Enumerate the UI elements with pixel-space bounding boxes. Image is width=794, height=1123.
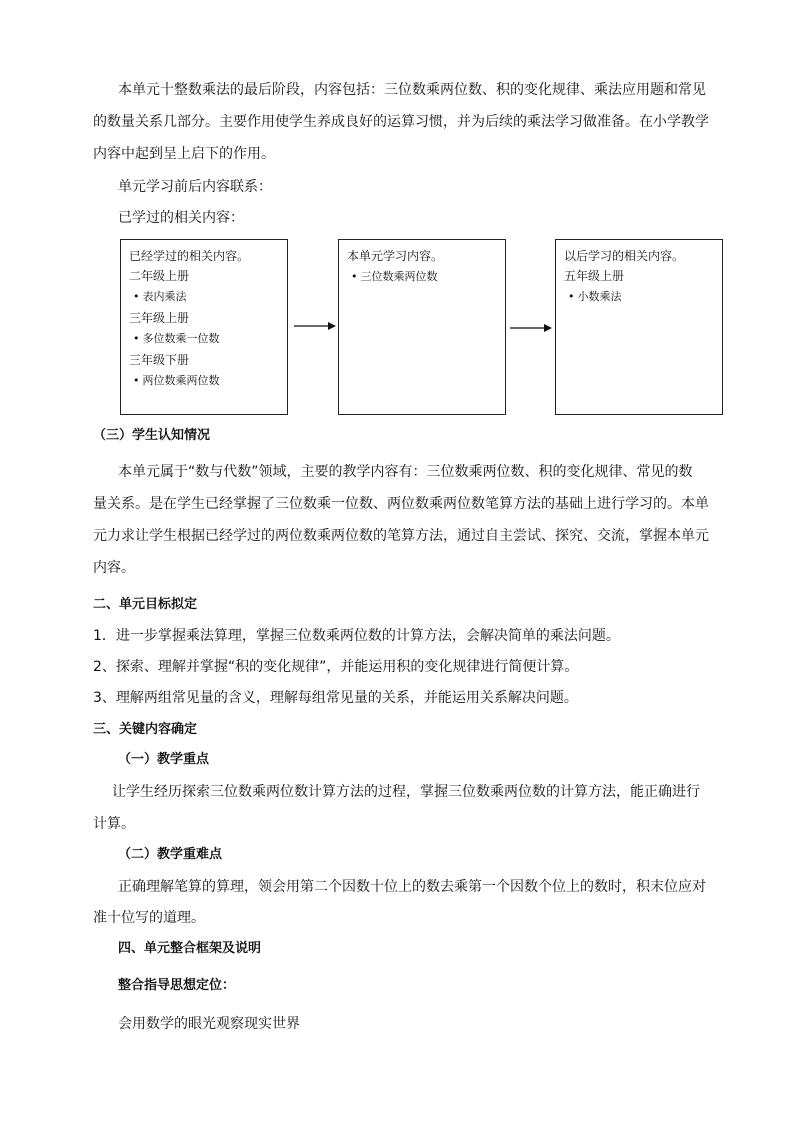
goal-3: 3、理解两组常见量的含义，理解每组常见量的关系，并能运用关系解决问题。 [93, 690, 578, 706]
framework-heading: 四、单元整合框架及说明 [118, 941, 262, 956]
box-previous-title: 已经学过的相关内容。 [129, 249, 250, 263]
box-later-content [555, 239, 723, 415]
cognition-line-1: 本单元属于“数与代数”领域，主要的教学内容有：三位数乘两位数、积的变化规律、常见的数 [118, 464, 693, 480]
guide-heading: 整合指导思想定位： [118, 978, 236, 993]
item-two-by-two: • 两位数乘两位数 [129, 370, 279, 392]
cognition-line-4: 内容。 [93, 560, 135, 576]
cognition-line-3: 元力求让学生根据已经学过的两位数乘两位数的笔算方法，通过自主尝试、探究、交流，掌握本单元 [93, 528, 709, 544]
grade-2-first: 二年级上册 [129, 269, 190, 283]
difficulty-line-2: 准十位写的道理。 [93, 910, 205, 926]
grade-3-first: 三年级上册 [129, 311, 190, 325]
goal-1: 1．进一步掌握乘法算理，掌握三位数乘两位数的计算方法，会解决简单的乘法问题。 [93, 628, 620, 644]
focus-line-1: 让学生经历探索三位数乘两位数计算方法的过程，掌握三位数乘两位数的计算方法，能正确进行 [112, 784, 700, 800]
key-heading: 三、关键内容确定 [93, 722, 198, 737]
relations-title: 单元学习前后内容联系： [118, 179, 272, 195]
box-later-title: 以后学习的相关内容。 [564, 249, 685, 263]
arrow-right-icon [510, 323, 552, 333]
item-multi-by-one: • 多位数乘一位数 [129, 328, 279, 350]
guide-line: 会用数学的眼光观察现实世界 [118, 1016, 300, 1032]
grade-3-second: 三年级下册 [129, 353, 190, 367]
intro-line-2: 的数量关系几部分。主要作用使学生养成良好的运算习惯，并为后续的乘法学习做准备。在小学教学 [93, 114, 709, 130]
goal-2: 2、探索、理解并掌握“积的变化规律”，并能运用积的变化规律进行简便计算。 [93, 659, 579, 675]
cognition-heading: （三）学生认知情况 [93, 428, 211, 443]
item-three-by-two: • 三位数乘两位数 [347, 266, 497, 288]
learned-title: 已学过的相关内容： [118, 210, 244, 226]
box-current-content [338, 239, 506, 415]
arrow-right-icon [294, 321, 336, 331]
box-current-title: 本单元学习内容。 [347, 249, 444, 263]
intro-line-3: 内容中起到呈上启下的作用。 [93, 146, 275, 162]
item-decimal-multiplication: • 小数乘法 [564, 286, 714, 308]
focus-heading: （一）教学重点 [118, 752, 210, 767]
item-table-multiplication: • 表内乘法 [129, 286, 279, 308]
difficulty-heading: （二）教学重难点 [118, 847, 223, 862]
box-previous-content [120, 239, 288, 415]
difficulty-line-1: 正确理解笔算的算理，领会用第二个因数十位上的数去乘第一个因数个位上的数时，积末位应对 [118, 879, 706, 895]
grade-5-first: 五年级上册 [564, 269, 625, 283]
cognition-line-2: 量关系。是在学生已经掌握了三位数乘一位数、两位数乘两位数笔算方法的基础上进行学习的。本单 [93, 496, 709, 512]
intro-line-1: 本单元十整数乘法的最后阶段，内容包括：三位数乘两位数、积的变化规律、乘法应用题和常见 [118, 82, 706, 98]
goals-heading: 二、单元目标拟定 [93, 597, 198, 612]
focus-line-2: 计算。 [93, 816, 135, 832]
